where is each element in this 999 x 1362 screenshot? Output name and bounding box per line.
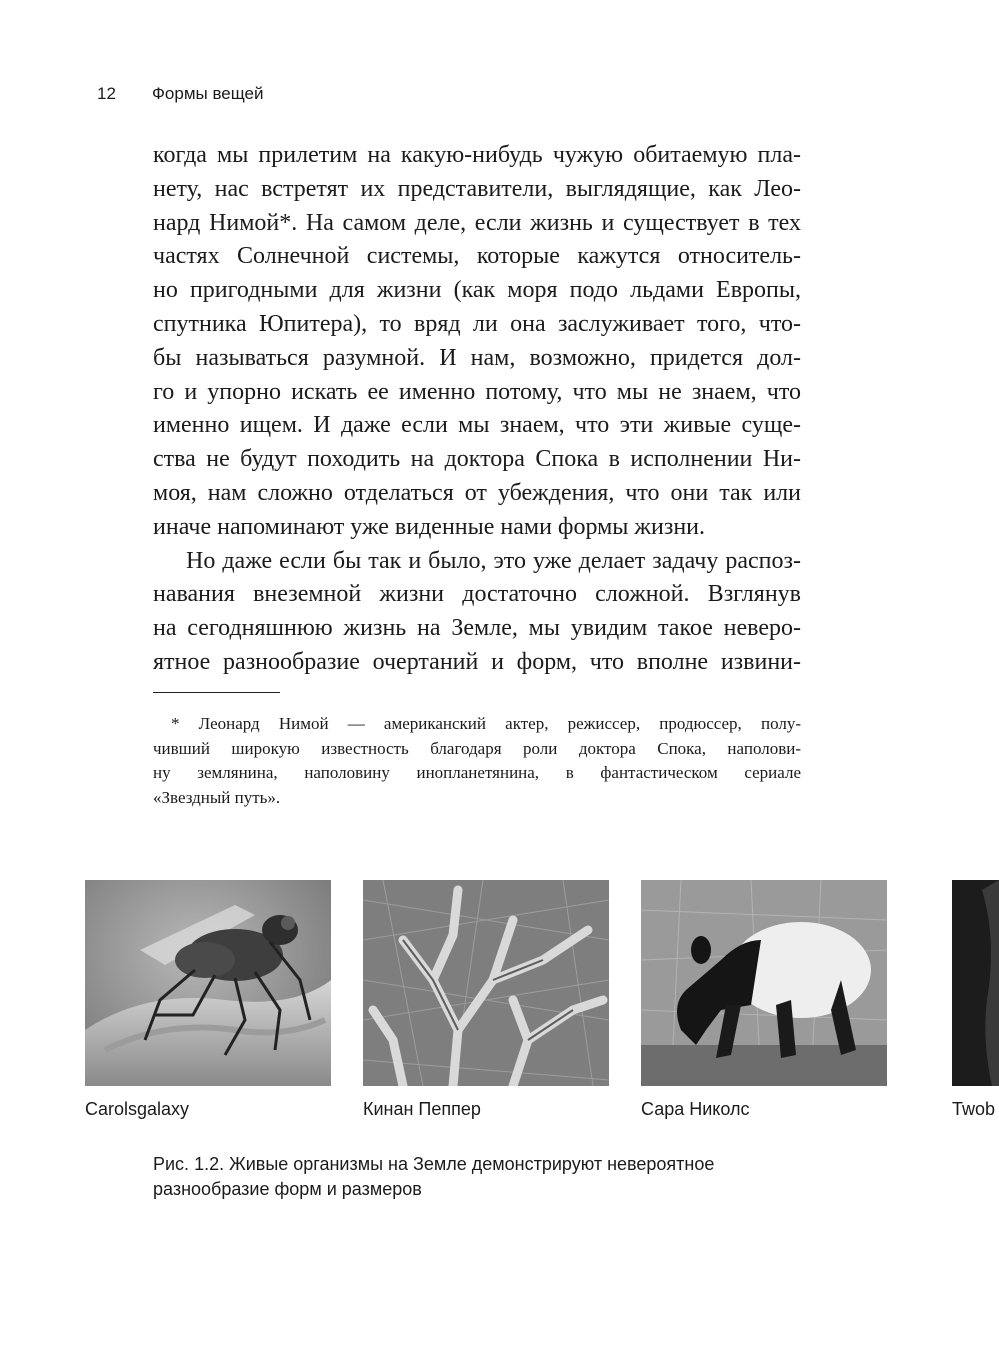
text-line: иначе напоминают уже виденные нами формы жизни. [153, 513, 706, 540]
photo-credit: Кинан Пеппер [363, 1099, 481, 1119]
text-line: нету, нас встретят их представители, выглядящие, как Лео- [153, 175, 801, 202]
text-line: именно ищем. И даже если мы знаем, что эти живые суще- [153, 412, 801, 439]
photo-fly [85, 880, 331, 1086]
text-line: ятное разнообразие очертаний и форм, что вполне извини- [153, 648, 801, 675]
footnote-line: * Леонард Нимой — американский актер, режиссер, продюссер, полу- [171, 714, 801, 733]
photo-coral [363, 880, 609, 1086]
text-line: спутника Юпитера), то вряд ли она заслуживает того, что- [153, 310, 801, 337]
body-text [153, 139, 801, 680]
photo-credit: Carolsgalaxy [85, 1099, 190, 1119]
photo-partial [952, 880, 999, 1086]
caption-line: разнообразие форм и размеров [153, 1179, 422, 1199]
footnote-divider [153, 692, 280, 693]
running-head [97, 84, 264, 104]
text-line: бы называться разумной. И нам, возможно, придется дол- [153, 344, 801, 371]
footnote-line: чивший широкую известность благодаря роли доктора Спока, наполови- [153, 738, 801, 758]
figure-caption [153, 1152, 793, 1202]
footnote-line: «Звездный путь». [153, 787, 281, 807]
text-line: но пригодными для жизни (как моря подо льдами Европы, [153, 277, 801, 304]
chapter-title: Формы вещей [152, 84, 264, 103]
text-line: когда мы прилетим на какую-нибудь чужую обитаемую пла- [153, 142, 801, 168]
text-line: нард Нимой*. На самом деле, если жизнь и существует в тех [153, 209, 801, 236]
page-number: 12 [97, 84, 116, 103]
text-line: ства не будут походить на доктора Спока в исполнении Ни- [153, 446, 801, 473]
text-line: частях Солнечной системы, которые кажутся относитель- [153, 243, 801, 270]
caption-line: Рис. 1.2. Живые организмы на Земле демонстрируют невероятное [153, 1154, 715, 1174]
footnote-line: ну землянина, наполовину инопланетянина, в фантастическом сериале [153, 763, 801, 782]
text-line: на сегодняшнюю жизнь на Земле, мы увидим такое неверо- [153, 615, 801, 642]
photo-credit: Сара Николс [641, 1099, 750, 1119]
text-line: навания внеземной жизни достаточно сложной. Взглянув [153, 581, 801, 608]
photo-credit: Twob [952, 1099, 996, 1119]
text-line: моя, нам сложно отделаться от убеждения, что они так или [153, 479, 801, 506]
text-line: го и упорно искать ее именно потому, что мы не знаем, что [153, 378, 801, 405]
photo-tapir [641, 880, 887, 1086]
footnote [153, 712, 801, 810]
text-line: Но даже если бы так и было, это уже делает задачу распоз- [186, 547, 801, 574]
